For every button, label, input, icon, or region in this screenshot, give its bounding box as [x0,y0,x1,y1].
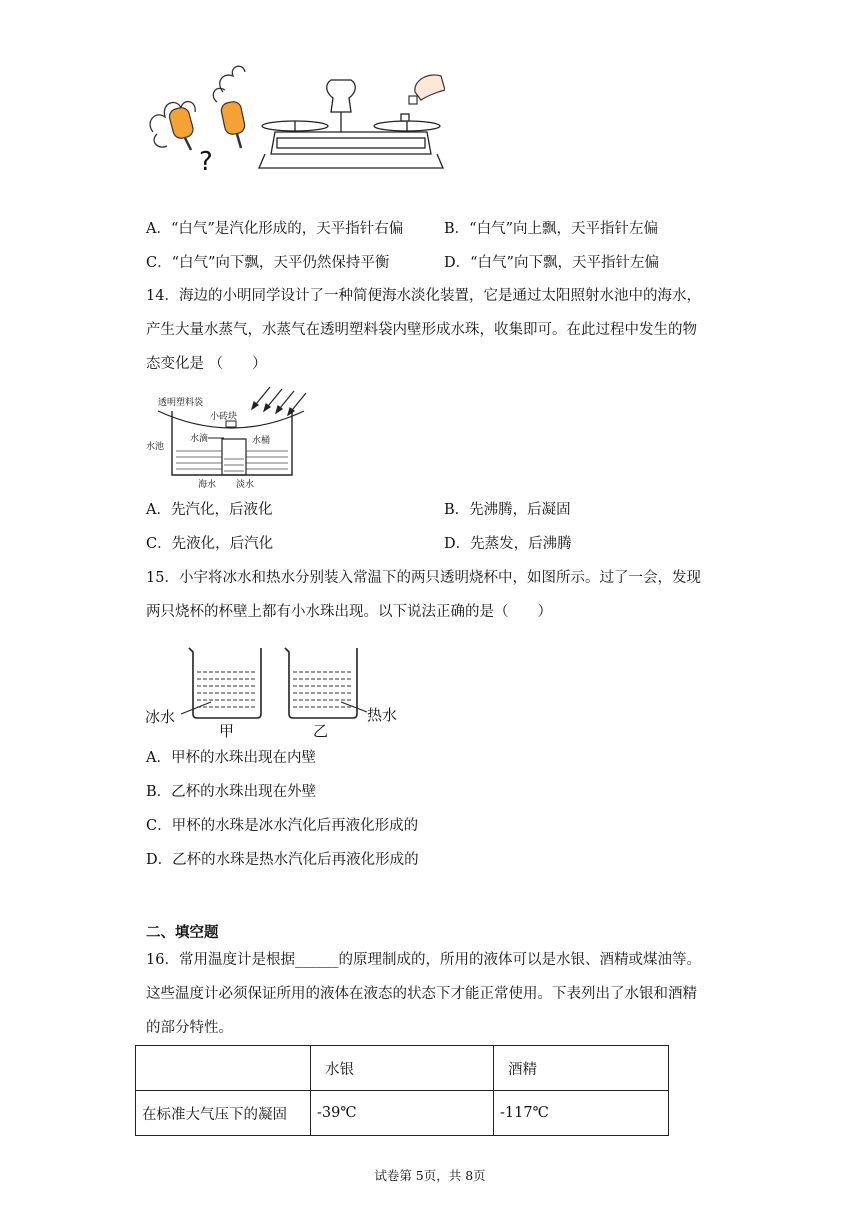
q14-text-line-2: 产生大量水蒸气，水蒸气在透明塑料袋内壁形成水珠，收集即可。在此过程中发生的物 [146,322,697,338]
table-cell: -39℃ [311,1091,494,1136]
hand-with-weight-drawing [409,75,445,104]
page-footer: 试卷第 5页，共 8页 [374,1168,486,1183]
q14-desalination-figure [142,385,320,493]
q14-text-line-1: 14．海边的小明同学设计了一种简便海水淡化装置，它是通过太阳照射水池中的海水， [146,288,701,304]
q16-text-line-3: 的部分特性。 [146,1020,233,1036]
q14-option-b: B．先沸腾，后凝固 [444,502,571,518]
q16-text-line-1: 16．常用温度计是根据______的原理制成的，所用的液体可以是水银、酒精或煤油等。 [146,952,701,968]
label-bag: 透明塑料袋 [158,398,204,408]
label-jia: 甲 [219,722,235,738]
section-heading: 二、填空题 [146,925,219,941]
q16-text-line-2: 这些温度计必须保证所用的液体在液态的状态下才能正常使用。下表列出了水银和酒精 [146,986,697,1002]
label-ice-water: 冰水 [145,708,176,726]
q13-figure [145,62,445,182]
q14-option-a: A．先汽化，后液化 [146,502,273,518]
label-bucket: 水桶 [252,436,271,446]
q15-beakers-figure [145,642,405,738]
q14-text-line-3: 态变化是 （ ） [146,356,267,372]
bucket [222,439,246,475]
table-header-row [136,1046,669,1091]
q13-option-a: A．“白气”是汽化形成的，天平指针右偏 [146,221,404,237]
q13-option-c: C．“白气”向下飘，天平仍然保持平衡 [146,255,390,271]
table-row [136,1091,669,1136]
right-popsicle-drawing [213,66,246,148]
sunlight-arrows [252,387,306,415]
table-cell: 在标准大气压下的凝固 [136,1091,311,1136]
table-cell: -117℃ [494,1091,669,1136]
label-yi: 乙 [313,722,329,738]
label-stone: 小砖块 [210,412,238,422]
seawater-lines [176,451,288,469]
label-drop: 水滴 [190,434,209,444]
q13-question-mark: ? [199,147,213,177]
label-freshwater: 淡水 [236,480,255,490]
table-header-cell [136,1046,311,1091]
table-header-cell: 水银 [311,1046,494,1091]
q15-option-c: C．甲杯的水珠是冰水汽化后再液化形成的 [146,818,419,834]
label-hot-water: 热水 [367,706,398,724]
label-pool: 水池 [146,442,165,452]
q15-text-line-2: 两只烧杯的杯壁上都有小水珠出现。以下说法正确的是（ ） [146,604,552,620]
q13-option-d: D．“白气”向下飘，天平指针左偏 [444,255,659,271]
table-header-cell: 酒精 [494,1046,669,1091]
q13-option-b: B．“白气”向上飘，天平指针左偏 [444,221,658,237]
label-seawater: 海水 [198,480,217,490]
properties-table [135,1045,669,1136]
q14-option-c: C．先液化，后汽化 [146,536,274,552]
q15-option-a: A．甲杯的水珠出现在内壁 [146,750,316,766]
q15-option-b: B．乙杯的水珠出现在外壁 [146,784,317,800]
q15-text-line-1: 15．小宇将冰水和热水分别装入常温下的两只透明烧杯中，如图所示。过了一会，发现 [146,570,701,586]
beaker-yi [285,648,367,718]
q14-option-d: D．先蒸发，后沸腾 [444,536,572,552]
beaker-jia [181,648,261,718]
q15-option-d: D．乙杯的水珠是热水汽化后再液化形成的 [146,852,419,868]
left-popsicle-drawing [150,102,195,150]
